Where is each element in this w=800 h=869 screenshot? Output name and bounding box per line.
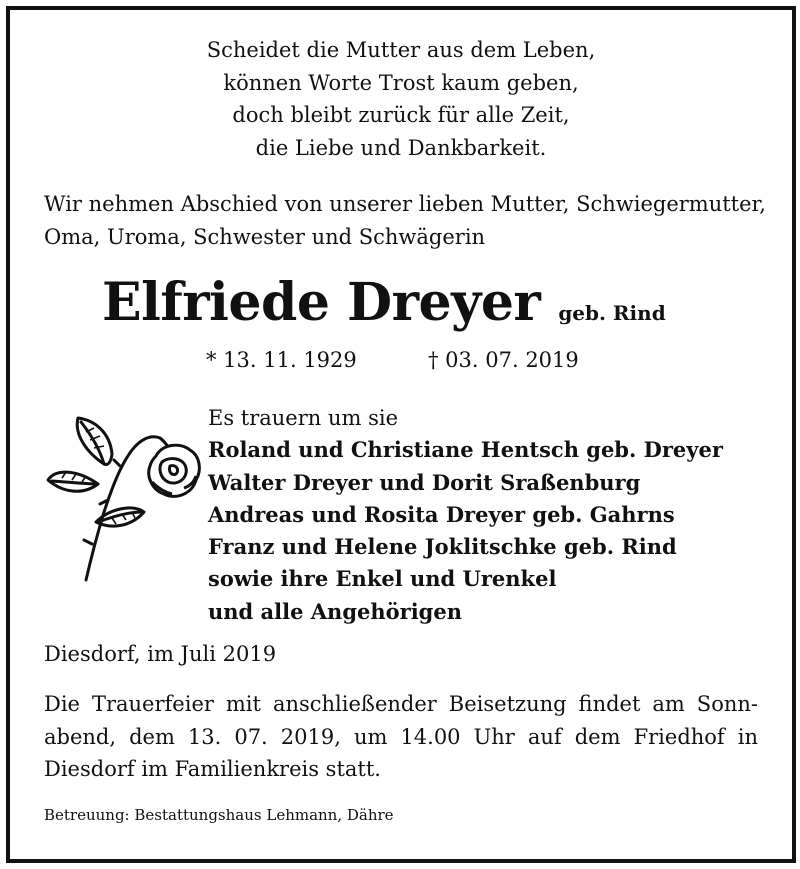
funeral-line: Diesdorf im Familienkreis statt. [44,757,381,781]
mourner-line: und alle Angehörigen [208,598,462,624]
rose-icon [34,404,204,590]
poem [10,34,792,164]
mourner-line: Andreas und Rosita Dreyer geb. Gahrns [208,501,675,527]
mourners-heading: Es trauern um sie [208,406,399,430]
mourner-line: sowie ihre Enkel und Urenkel [208,566,557,592]
mourner-line: Walter Dreyer und Dorit Sraßenburg [208,469,641,495]
funeral-notice [44,688,758,786]
birth-date: * 13. 11. 1929 [206,348,357,372]
place-date: Diesdorf, im Juli 2019 [44,642,277,666]
intro-line: Oma, Uroma, Schwester und Schwägerin [44,224,486,249]
funeral-home-credit: Betreuung: Bestattungshaus Lehmann, Dähre [44,806,394,824]
mourner-line: Franz und Helene Joklitschke geb. Rind [208,534,677,560]
obituary-frame [6,6,796,863]
funeral-line: abend, dem 13. 07. 2019, um 14.00 Uhr auf dem Friedhof in [44,724,758,749]
funeral-line: Die Trauerfeier mit anschließender Beisetzung findet am Sonn- [44,692,758,716]
deceased-name: Elfriede Dreyer [102,272,541,333]
death-date: † 03. 07. 2019 [428,348,579,372]
mourners-block [208,402,723,628]
deceased-name-row [102,272,666,333]
poem-line: die Liebe und Dankbarkeit. [255,135,547,160]
mourner-line: Roland und Christiane Hentsch geb. Dreyer [208,437,723,463]
poem-line: können Worte Trost kaum geben, [223,70,579,95]
poem-line: Scheidet die Mutter aus dem Leben, [206,38,596,62]
intro-line: Wir nehmen Abschied von unserer lieben Mutter, Schwiegermutter, [44,192,766,216]
birth-name: geb. Rind [558,301,666,325]
intro-text [44,188,766,253]
poem-line: doch bleibt zurück für alle Zeit, [232,103,570,127]
